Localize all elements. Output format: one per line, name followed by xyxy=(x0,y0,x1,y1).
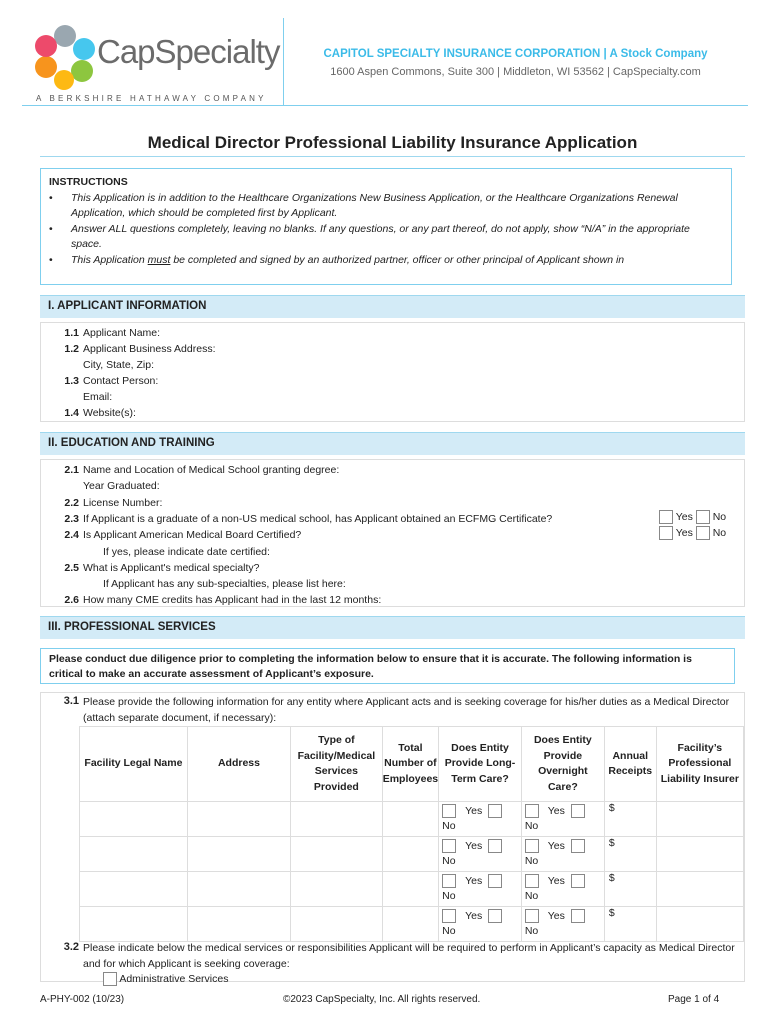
instruction-item: • This Application is in addition to the Healthcare Organizations New Business Application, or the Healthcare Organizations Renewal Application, which should be completed first by Applicant. xyxy=(49,191,723,222)
row-label: If Applicant is a graduate of a non-US medical school, has Applicant obtained an ECFMG Certificate? xyxy=(83,512,553,525)
long-term-care-yes-no xyxy=(439,907,521,941)
overnight-care-yes-no xyxy=(522,907,604,941)
insurer-cell[interactable] xyxy=(656,837,743,872)
row-label: Applicant Business Address: xyxy=(83,343,216,355)
yes: Yes xyxy=(675,526,693,539)
insurer-cell[interactable] xyxy=(656,802,743,837)
long-term-care-cell xyxy=(439,907,522,942)
type-cell[interactable] xyxy=(291,907,383,942)
type-cell[interactable] xyxy=(291,837,383,872)
form-number: A-PHY-002 (10/23) xyxy=(40,994,125,1005)
annual-receipts-cell[interactable] xyxy=(604,837,656,872)
q31-text: Please provide the following information for any entity where Applicant acts and is seeking coverage for his/her duties as a Medical Director (attach separate document, if necessary): xyxy=(83,696,730,724)
overnight-care-cell xyxy=(521,837,604,872)
logo-text: CapSpecialty xyxy=(97,33,280,70)
row-number: 2.3 xyxy=(64,512,79,525)
long-term-care-yes-checkbox[interactable] xyxy=(442,909,456,923)
ecfmg-no-checkbox[interactable] xyxy=(696,510,710,524)
no: No xyxy=(524,820,539,832)
applicant-info-fields xyxy=(40,322,745,422)
column-header: Facility’s Professional Liability Insurer xyxy=(656,727,743,802)
column-header: Facility Legal Name xyxy=(80,727,188,802)
no: No xyxy=(712,526,727,539)
row-label: License Number: xyxy=(83,496,163,509)
row-label: Applicant Name: xyxy=(83,327,161,339)
copyright: ©2023 CapSpecialty, Inc. All rights reserved. xyxy=(283,994,481,1005)
education-fields xyxy=(40,459,745,607)
currency: $ xyxy=(608,872,615,884)
column-header: Total Number of Employees xyxy=(382,727,438,802)
annual-receipts-cell[interactable] xyxy=(604,907,656,942)
facility-name-cell[interactable] xyxy=(80,837,188,872)
board-yes-no xyxy=(659,526,726,540)
row-label: Email: xyxy=(83,391,113,403)
long-term-care-yes-checkbox[interactable] xyxy=(442,839,456,853)
section-education-training: II. EDUCATION AND TRAINING xyxy=(40,432,745,455)
table-row xyxy=(80,872,744,907)
insurer-cell[interactable] xyxy=(656,872,743,907)
yes: Yes xyxy=(465,840,483,852)
no: No xyxy=(442,855,456,867)
table-row xyxy=(80,907,744,942)
no: No xyxy=(524,925,539,937)
overnight-care-no-checkbox[interactable] xyxy=(571,804,585,818)
no: No xyxy=(712,510,727,523)
employees-cell[interactable] xyxy=(382,837,438,872)
employees-cell[interactable] xyxy=(382,802,438,837)
no: No xyxy=(524,890,539,902)
facility-table xyxy=(79,726,744,942)
admin-services-checkbox[interactable] xyxy=(103,972,117,986)
yes: Yes xyxy=(465,910,483,922)
section-professional-services: III. PROFESSIONAL SERVICES xyxy=(40,616,745,639)
corporation-address: 1600 Aspen Commons, Suite 300 | Middleton, WI 53562 | CapSpecialty.com xyxy=(330,66,701,78)
overnight-care-yes-checkbox[interactable] xyxy=(525,874,539,888)
row-number: 2.4 xyxy=(64,529,79,542)
divider xyxy=(22,105,748,106)
ecfmg-yes-no xyxy=(659,510,726,524)
column-header: Does Entity Provide Overnight Care? xyxy=(521,727,604,802)
row-label: Name and Location of Medical School granting degree: xyxy=(83,464,340,476)
yes: Yes xyxy=(547,805,565,817)
parent-company: A BERKSHIRE HATHAWAY COMPANY xyxy=(36,94,267,103)
q32-text: Please indicate below the medical services or responsibilities Applicant will be required to perform in Applicant’s capacity as Medical Director and for which Applicant is seeking coverage: xyxy=(83,942,735,970)
long-term-care-yes-no xyxy=(439,802,521,836)
overnight-care-yes-no xyxy=(522,872,604,906)
row-label: How many CME credits has Applicant had in the last 12 months: xyxy=(83,594,382,607)
section-applicant-information: I. APPLICANT INFORMATION xyxy=(40,295,745,318)
diligence-notice: Please conduct due diligence prior to completing the information below to ensure that it is accurate. The following information is critical to make an accurate assessment of Applicant’s exposure. xyxy=(40,648,735,684)
sep: | xyxy=(603,48,607,60)
board-yes-checkbox[interactable] xyxy=(659,526,673,540)
address-cell[interactable] xyxy=(187,802,290,837)
question-3-1 xyxy=(40,692,745,985)
row-number: 2.6 xyxy=(64,594,79,607)
address-cell[interactable] xyxy=(187,837,290,872)
annual-receipts-cell[interactable] xyxy=(604,802,656,837)
corporation-name xyxy=(283,48,748,60)
overnight-care-no-checkbox[interactable] xyxy=(571,874,585,888)
address-cell[interactable] xyxy=(187,907,290,942)
long-term-care-no-checkbox[interactable] xyxy=(488,804,502,818)
long-term-care-no-checkbox[interactable] xyxy=(488,874,502,888)
column-header: Type of Facility/Medical Services Provided xyxy=(291,727,383,802)
row-number: 1.1 xyxy=(64,327,79,339)
long-term-care-yes-checkbox[interactable] xyxy=(442,874,456,888)
overnight-care-cell xyxy=(521,872,604,907)
employees-cell[interactable] xyxy=(382,872,438,907)
t: must xyxy=(147,253,171,266)
instructions-box xyxy=(40,168,732,285)
currency: $ xyxy=(608,802,615,814)
type-cell[interactable] xyxy=(291,872,383,907)
overnight-care-yes-checkbox[interactable] xyxy=(525,839,539,853)
divider xyxy=(40,156,745,157)
q-num: 3.2 xyxy=(63,941,79,953)
row-number: 2.5 xyxy=(64,561,79,574)
row-number: 2.1 xyxy=(64,464,79,476)
overnight-care-yes-no xyxy=(522,837,604,871)
row-label: Website(s): xyxy=(83,407,136,419)
type-cell[interactable] xyxy=(291,802,383,837)
long-term-care-cell xyxy=(439,872,522,907)
overnight-care-cell xyxy=(521,802,604,837)
page-title: Medical Director Professional Liability Insurance Application xyxy=(147,133,638,152)
row-label: Contact Person: xyxy=(83,375,159,387)
opt: Administrative Services xyxy=(119,972,229,985)
overnight-care-yes-checkbox[interactable] xyxy=(525,909,539,923)
row-label: If Applicant has any sub-specialties, please list here: xyxy=(103,578,346,591)
row-number: 1.2 xyxy=(64,343,79,355)
yes: Yes xyxy=(465,805,483,817)
overnight-care-yes-checkbox[interactable] xyxy=(525,804,539,818)
row-label: Year Graduated: xyxy=(83,480,160,493)
column-header: Address xyxy=(187,727,290,802)
long-term-care-cell xyxy=(439,802,522,837)
insurer-cell[interactable] xyxy=(656,907,743,942)
row-label: What is Applicant's medical specialty? xyxy=(83,561,260,574)
row-number: 1.4 xyxy=(64,407,79,419)
long-term-care-yes-no xyxy=(439,837,521,871)
column-header: Does Entity Provide Long-Term Care? xyxy=(439,727,522,802)
row-number: 2.2 xyxy=(64,496,79,509)
long-term-care-yes-no xyxy=(439,872,521,906)
row-number: 1.3 xyxy=(64,375,79,387)
employees-cell[interactable] xyxy=(382,907,438,942)
facility-name-cell[interactable] xyxy=(80,907,188,942)
no: No xyxy=(442,890,456,902)
stock: A Stock Company xyxy=(609,48,708,60)
admin-services-option xyxy=(103,972,228,986)
currency: $ xyxy=(608,837,615,849)
annual-receipts-cell[interactable] xyxy=(604,872,656,907)
ecfmg-yes-checkbox[interactable] xyxy=(659,510,673,524)
address-cell[interactable] xyxy=(187,872,290,907)
overnight-care-cell xyxy=(521,907,604,942)
table-row xyxy=(80,837,744,872)
facility-name-cell[interactable] xyxy=(80,872,188,907)
long-term-care-cell xyxy=(439,837,522,872)
yes: Yes xyxy=(547,875,565,887)
yes: Yes xyxy=(675,510,693,523)
instructions-heading: INSTRUCTIONS xyxy=(49,176,128,188)
row-label: City, State, Zip: xyxy=(83,359,154,371)
long-term-care-no-checkbox[interactable] xyxy=(488,909,502,923)
overnight-care-yes-no xyxy=(522,802,604,836)
instruction-item xyxy=(49,253,723,269)
column-header: Annual Receipts xyxy=(604,727,656,802)
yes: Yes xyxy=(547,910,565,922)
overnight-care-no-checkbox[interactable] xyxy=(571,909,585,923)
facility-name-cell[interactable] xyxy=(80,802,188,837)
instruction-item: • Answer ALL questions completely, leaving no blanks. If any questions, or any part thereof, do not apply, show “N/A” in the appropriate space. xyxy=(49,222,723,253)
page-number: Page 1 of 4 xyxy=(668,994,720,1005)
long-term-care-no-checkbox[interactable] xyxy=(488,839,502,853)
board-no-checkbox[interactable] xyxy=(696,526,710,540)
t: be completed and signed by an authorized partner, officer or other principal of Applicant shown in xyxy=(170,253,625,266)
row-label: Is Applicant American Medical Board Certified? xyxy=(83,529,302,542)
no: No xyxy=(442,820,456,832)
t: This Application xyxy=(71,253,148,266)
yes: Yes xyxy=(547,840,565,852)
no: No xyxy=(442,925,456,937)
row-label: If yes, please indicate date certified: xyxy=(103,545,270,558)
currency: $ xyxy=(608,907,615,919)
q-num: 3.1 xyxy=(63,695,79,707)
overnight-care-no-checkbox[interactable] xyxy=(571,839,585,853)
long-term-care-yes-checkbox[interactable] xyxy=(442,804,456,818)
no: No xyxy=(524,855,539,867)
capspecialty-logo-icon xyxy=(34,22,96,90)
table-row xyxy=(80,802,744,837)
corp: CAPITOL SPECIALTY INSURANCE CORPORATION xyxy=(323,48,601,60)
divider xyxy=(283,18,284,106)
yes: Yes xyxy=(465,875,483,887)
